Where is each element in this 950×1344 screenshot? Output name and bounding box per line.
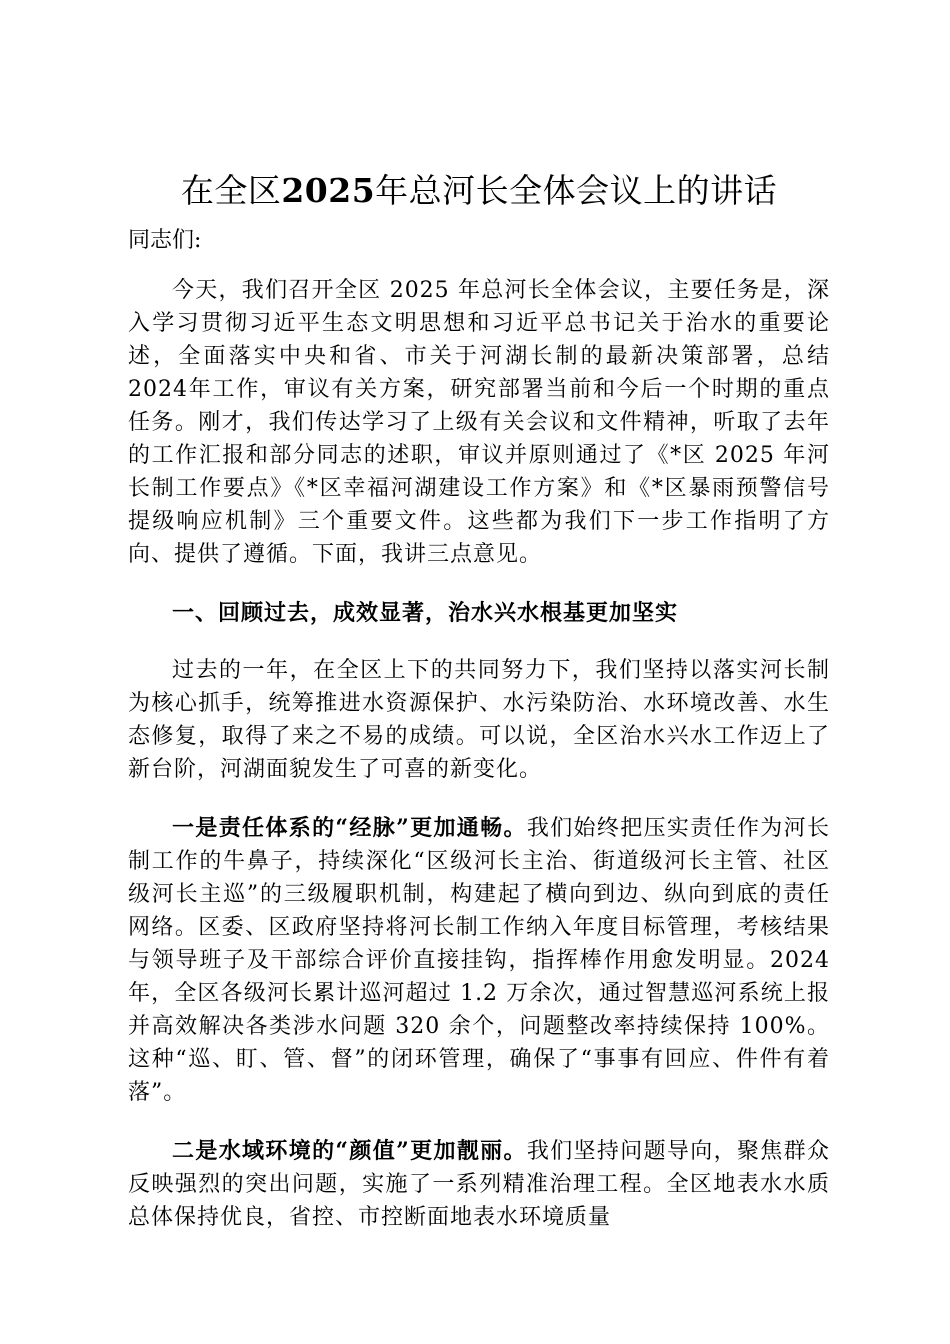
document-page: [128, 160, 830, 1260]
title-year: 2025: [281, 171, 376, 210]
point1-paragraph: [128, 812, 830, 1109]
intro-paragraph: 今天，我们召开全区 2025 年总河长全体会议，主要任务是，深入学习贯彻习近平生态文明思想和习近平总书记关于治水的重要论述，全面落实中央和省、市关于河湖长制的最新决策部署，总结2024年工作，审议有关方案，研究部署当前和今后一个时期的重点任务。刚才，我们传达学习了上级有关会议和文件精神，听取了去年的工作汇报和部分同志的述职，审议并原则通过了《*区 2025 年河长制工作要点》《*区幸福河湖建设工作方案》和《*区暴雨预警信号提级响应机制》三个重要文件。这些都为我们下一步工作指明了方向、提供了遵循。下面，我讲三点意见。: [128, 278, 830, 567]
point1-lead: 一是责任体系的“经脉”更加通畅。: [172, 815, 527, 841]
section1-paragraph: 过去的一年，在全区上下的共同努力下，我们坚持以落实河长制为核心抓手，统筹推进水资源保护、水污染防治、水环境改善、水生态修复，取得了来之不易的成绩。可以说，全区治水兴水工作迈上了新台阶，河湖面貌发生了可喜的新变化。: [128, 658, 830, 782]
section-heading-1: 一、回顾过去，成效显著，治水兴水根基更加坚实: [172, 600, 679, 626]
salutation: 同志们:: [128, 228, 202, 253]
point2-paragraph: [128, 1135, 830, 1234]
title-suffix: 年总河长全体会议上的讲话: [375, 171, 778, 210]
point2-lead: 二是水域环境的“颜值”更加靓丽。: [172, 1138, 527, 1164]
document-title: [128, 160, 830, 222]
point1-body: 我们始终把压实责任作为河长制工作的牛鼻子，持续深化“区级河长主治、街道级河长主管、社区级河长主巡”的三级履职机制，构建起了横向到边、纵向到底的责任网络。区委、区政府坚持将河长制工作纳入年度目标管理，考核结果与领导班子及干部综合评价直接挂钩，指挥棒作用愈发明显。2024 年，全区各级河长累计巡河超过 1.2 万余次，通过智慧巡河系统上报并高效解决各类涉水问题 320 余个，问题整改率持续保持 100%。这种“巡、盯、管、督”的闭环管理，确保了“事事有回应、件件有着落”。: [128, 816, 830, 1105]
title-prefix: 在全区: [180, 171, 282, 210]
point2-body: 我们坚持问题导向，聚焦群众反映强烈的突出问题，实施了一系列精准治理工程。全区地表水水质总体保持优良，省控、市控断面地表水环境质量: [128, 1139, 830, 1230]
